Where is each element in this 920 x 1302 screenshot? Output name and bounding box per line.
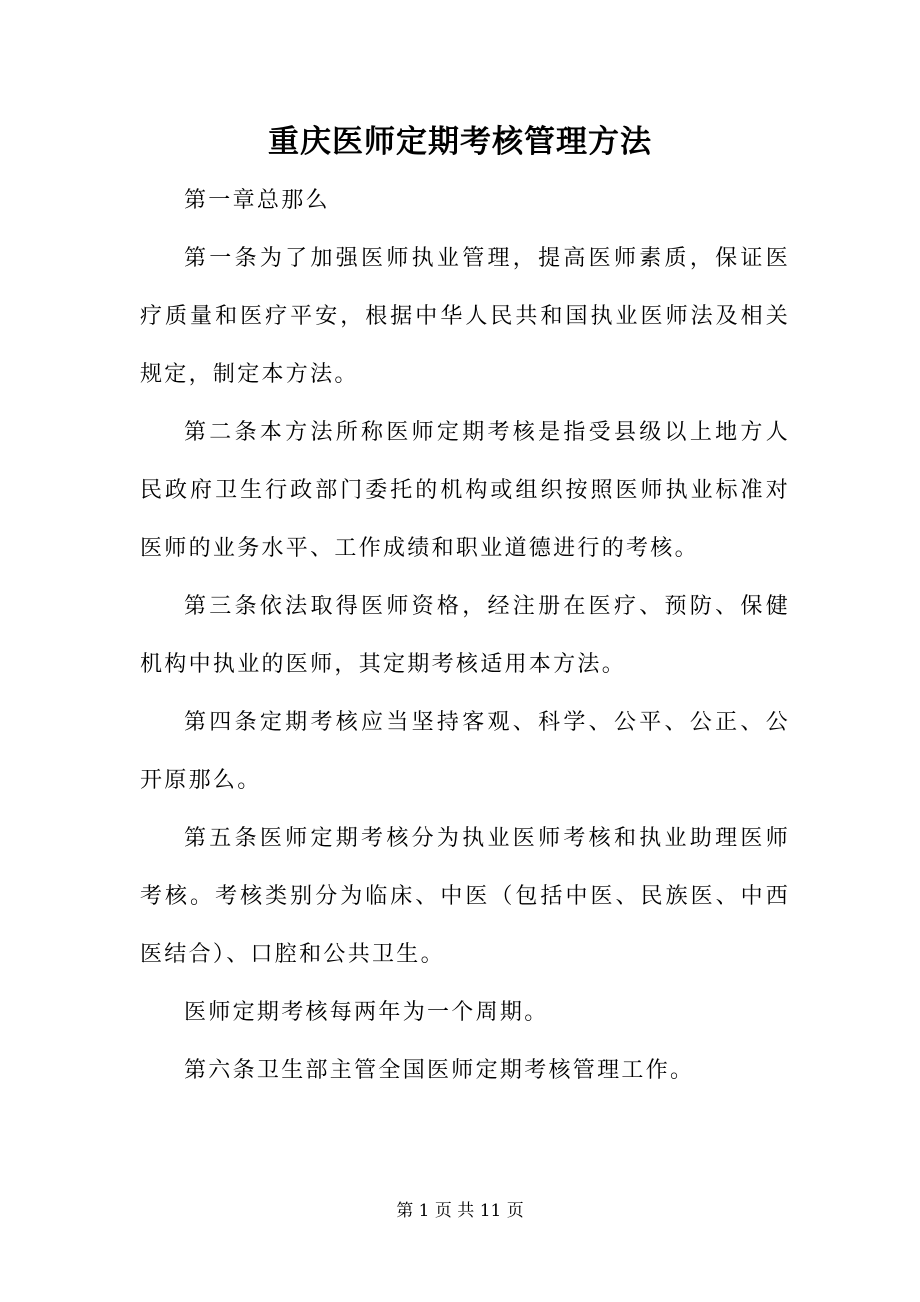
document-body xyxy=(140,172,790,1100)
article-5-cycle: 医师定期考核每两年为一个周期。 xyxy=(184,1000,549,1025)
article-6: 第六条卫生部主管全国医师定期考核管理工作。 xyxy=(184,1058,695,1083)
chapter-heading: 第一章总那么 xyxy=(184,188,330,213)
article-1: 第一条为了加强医师执业管理，提高医师素质，保证医疗质量和医疗平安，根据中华人民共和国执业医师法及相关规定，制定本方法。 xyxy=(140,246,790,387)
article-5: 第五条医师定期考核分为执业医师考核和执业助理医师考核。考核类别分为临床、中医（包括中医、民族医、中西医结合）、口腔和公共卫生。 xyxy=(140,826,790,967)
article-2: 第二条本方法所称医师定期考核是指受县级以上地方人民政府卫生行政部门委托的机构或组织按照医师执业标准对医师的业务水平、工作成绩和职业道德进行的考核。 xyxy=(140,420,790,561)
article-3: 第三条依法取得医师资格，经注册在医疗、预防、保健机构中执业的医师，其定期考核适用本方法。 xyxy=(140,594,790,677)
article-4: 第四条定期考核应当坚持客观、科学、公平、公正、公开原那么。 xyxy=(140,710,790,793)
page-number: 第 1 页 共 11 页 xyxy=(396,1201,524,1221)
document-title: 重庆医师定期考核管理方法 xyxy=(268,124,652,160)
